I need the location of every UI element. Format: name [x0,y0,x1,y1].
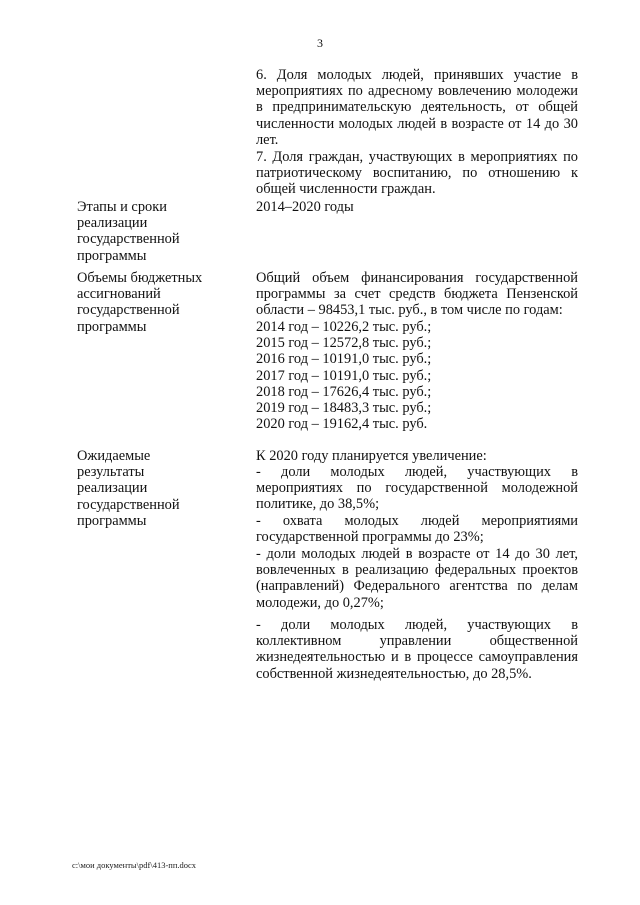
results-item-4: - доли молодых людей, участвующих в коллективном управлении общественной жизнедеятельностью и в процессе самоуправления собственной жизнедеятельностью, до 28,5%. [256,617,578,682]
funding-years-list [256,319,578,432]
page-number: 3 [317,36,323,50]
funding-year-2015: 2015 год – 12572,8 тыс. руб.; [256,335,432,352]
funding-year-2020: 2020 год – 19162,4 тыс. руб. [256,416,428,433]
results-item-1: - доли молодых людей, участвующих в мероприятиях по государственной молодежной политике, до 38,5%; [256,464,578,513]
stages-label: Этапы и сроки реализации государственной программы [77,199,180,264]
funding-year-2017: 2017 год – 10191,0 тыс. руб.; [256,367,432,384]
indicator-7: 7. Доля граждан, участвующих в мероприятиях по патриотическому воспитанию, по отношению к общей численности граждан. [256,149,578,198]
results-label: Ожидаемые результаты реализации государственной программы [77,448,180,529]
results-item-3: - доли молодых людей в возрасте от 14 до 30 лет, вовлеченных в реализацию федеральных проектов (направлений) Федерального агентства по делам молодежи, до 0,27%; [256,546,578,611]
results-item-2: - охвата молодых людей мероприятиями государственной программы до 23%; [256,513,578,546]
results-intro: К 2020 году планируется увеличение: [256,448,487,464]
stages-value: 2014–2020 годы [256,199,354,215]
footer-file-path: c:\мои документы\pdf\413-пп.docx [72,860,197,870]
funding-year-2018: 2018 год – 17626,4 тыс. руб.; [256,383,432,400]
funding-year-2016: 2016 год – 10191,0 тыс. руб.; [256,351,432,368]
indicator-6: 6. Доля молодых людей, принявших участие в мероприятиях по адресному вовлечению молодежи в предпринимательскую деятельность, от общей численности молодых людей в возрасте от 14 до 30 лет. [256,67,578,148]
funding-label: Объемы бюджетных ассигнований государственной программы [77,270,203,335]
funding-year-2019: 2019 год – 18483,3 тыс. руб.; [256,400,432,417]
funding-year-2014: 2014 год – 10226,2 тыс. руб.; [256,319,432,335]
funding-intro: Общий объем финансирования государственной программы за счет средств бюджета Пензенской области – 98453,1 тыс. руб., в том числе по годам: [256,270,578,319]
